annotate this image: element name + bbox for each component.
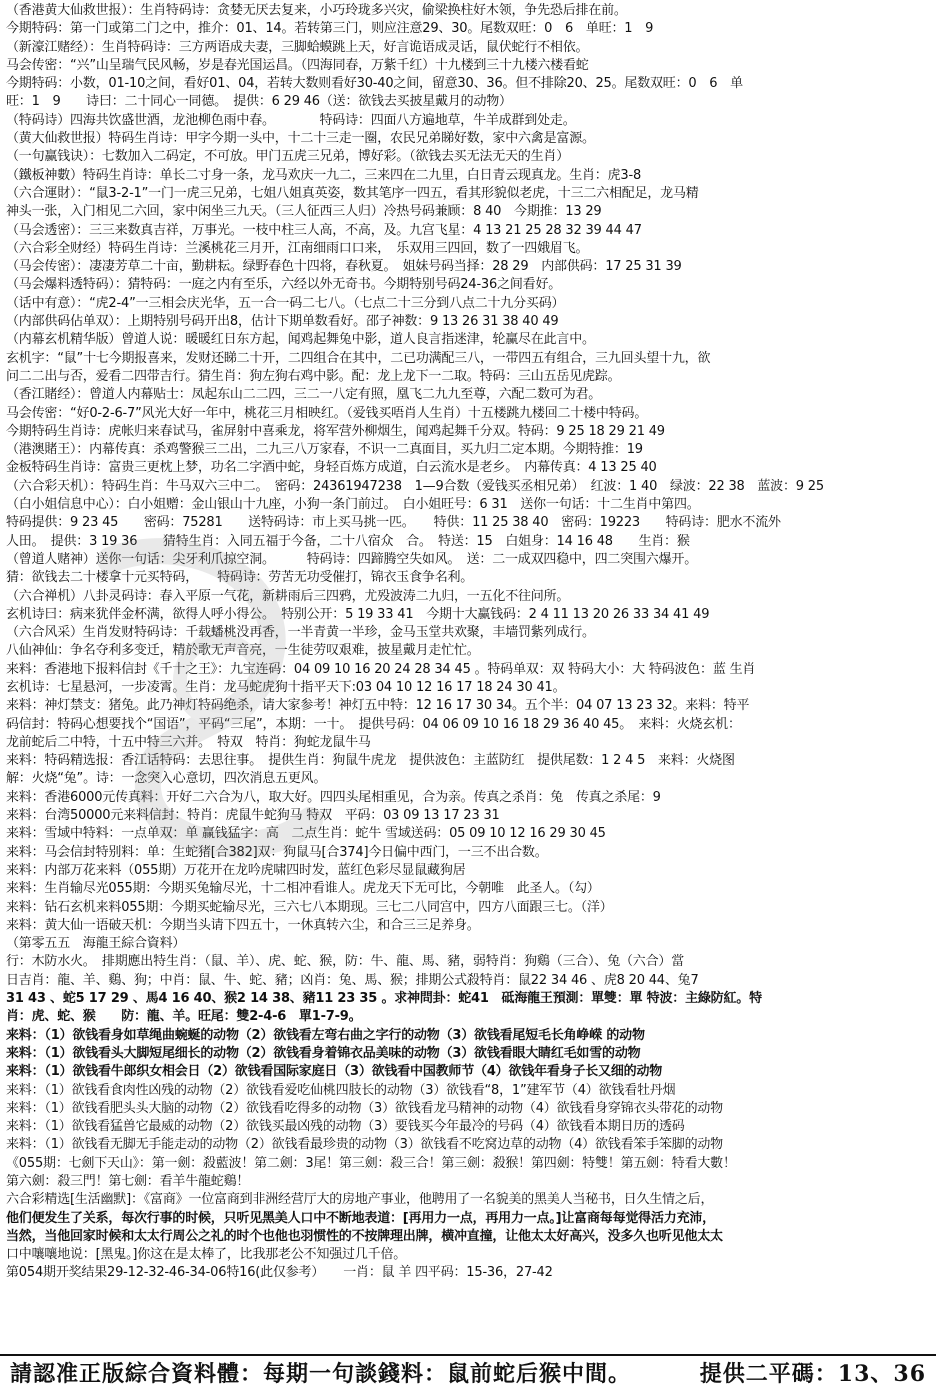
text-line: 当然，当他回家时候和太太行周公之礼的时个也他也羽惯性的不按牌理出牌，横冲直撞，让他太太好高兴，没多久也听见他太太 (6, 1228, 723, 1244)
text-line: 来料：（1）欲钱看头大脚短尾细长的动物（2）欲钱看身着锦衣品美味的动物（3）欲钱看眼大睛红毛如雪的动物 (6, 1045, 641, 1061)
text-line: （内部供码佔单双）：上期特别号码开出8，估计下期单数看好。邵子神数：9 13 26 31 38 40 49 (6, 314, 559, 330)
text-line: 玄机诗：七星悬河，一步凌霄。生肖：龙马蛇虎狗十指平天下:03 04 10 12 16 17 18 24 30 41。 (6, 679, 566, 695)
text-line: 马会传密：“好0-2-6-7”风光大好一年中，桃花三月相映红。（爱钱买唔肖人生肖）十五楼跳九楼回二十楼中特码。 (6, 405, 648, 421)
text-line: （内幕玄机精华版）曾道人说：暖暖红日东方起，闻鸡起舞兔中影，道人良言指迷津，轮赢尽在此言中。 (6, 332, 595, 348)
text-line: （六合禅机）八卦灵码诗：春入平原一气花，新耕雨后三四鸦，尤殁波涛二九归，一五化不往问所。 (6, 588, 570, 604)
text-line: （六合運財）：“鼠3-2-1”一门一虎三兄弟，七姐八姐真英姿，数其笔序一四五，看其形貌似老虎，十三二六相配足，龙马精 (6, 185, 699, 201)
text-line: 码信封：特码心想要找个“国语”，平码“三尾”，本期：一十。 提供号码：04 06 09 10 16 18 29 36 40 45。 来料：火烧玄机： (6, 716, 741, 732)
text-line: 31 43 、蛇5 17 29 、馬4 16 40、猴2 14 38、豬11 23 35 。求神問卦：蛇41 砥海龍王預測：單雙：單 特波：主綠防紅。特 (6, 991, 762, 1007)
text-line: （马会爆料透特码）：猜特码：一庭之内有至乐，六经以外无奇书。今期特别号码24-36之间看好。 (6, 277, 562, 293)
text-line: 肖：虎、蛇、猴 防：龍、羊。旺尾：雙2-4-6 單1-7-9。 (6, 1009, 362, 1025)
text-line: （马会透密）：三三来数真吉祥，万事光。一枝中柱三人高，不高，及。九宫飞星：4 13 21 25 28 32 39 44 47 (6, 222, 642, 238)
footer-right-text: 提供二平碼：13、36 (699, 1360, 926, 1387)
text-line: （香港黄大仙救世报）：生肖特码诗：贪婪无厌去复来，小巧玲珑多兴灾，偷梁换柱好木领，争先恐后排在前。 (6, 3, 627, 18)
footer-left-text: 請認准正版綜合資料體：每期一句談錢料：鼠前蛇后猴中間。 (10, 1360, 632, 1387)
text-line: 六合彩精选[生活幽默]：《富商》一位富商到非洲经营厅大的房地产事业，他聘用了一名貌美的黑美人当秘书，日久生情之后， (6, 1192, 714, 1208)
text-line: 行：木防水火。 排期應出特生肖：（鼠、羊）、虎、蛇、猴，防：牛、龍、馬、豬，弱特肖：狗鷄（三合）、兔（六合）當 (6, 954, 685, 970)
text-line: 口中嚷嚷地说：[黑鬼。]你这在是太棒了，比我那老公不知强过几千倍。 (6, 1247, 407, 1263)
text-line: （六合彩全财经）特码生肖诗：兰溪桃花三月开，江南细雨口口来， 乐双用三四回，数了一四娥眉飞。 (6, 240, 589, 256)
text-line: （话中有意）：“虎2-4”一三相会庆光华，五一合一码二七八。（七点二十三分到八点二十九分买码） (6, 295, 565, 311)
text-line: 来料：香港6000元传真料：开好二六合为八，取大好。四四头尾相重见，合为亲。传真之杀肖：兔 传真之杀尾：9 (6, 789, 661, 805)
text-line: 解：火烧“兔”。诗：一念突入心意切，四次消息五更风。 (6, 771, 327, 787)
text-line: 来料：马会信封特别料：单：生蛇猪[合382]双：狗鼠马[合374]今日偏中西门，一三不出合数。 (6, 844, 548, 860)
document-body (6, 2, 930, 1283)
text-line: 《055期：七劍下天山》：第一劍：殺藍波！第二劍：3尾！第三劍：殺三合！第三劍：殺猴！第四劍：特雙！第五劍：特看大數！ (6, 1155, 736, 1171)
footer-banner (0, 1354, 936, 1388)
text-line: （特码诗）四海共饮盛世酒，龙池柳色雨中春。 特码诗：四面八方遍地草，牛羊成群到处走。 (6, 112, 576, 128)
text-line: 来料：生肖输尽光055期：今期买兔输尽光，十二相冲看谁人。虎龙天下无可比，今朝唯 此圣人。（勾） (6, 881, 600, 897)
text-line: 第六劍：殺三門！第七劍：看羊牛龍蛇鷄！ (6, 1174, 250, 1189)
text-line: 人田。 提供：3 19 36 猜特生肖：入同五福于今备，二十八宿众 合。 特送：15 白姐身：14 16 48 生肖：猴 (6, 533, 690, 549)
text-line: （六合风采）生肖发财特码诗：千载蟠桃没再香，一半青黄一半珍，金马玉堂共欢聚，丰墙罚紫列成行。 (6, 625, 595, 641)
text-line: 猜：欲钱去二十楼拿十元买特码， 特码诗：劳苦无功受催打，锦衣玉食争名利。 (6, 570, 474, 586)
text-line: 来料：（1）欲钱看身如草绳曲蜿蜒的动物（2）欲钱看左弯右曲之字行的动物（3）欲钱看尾短毛长角峥嵘 的动物 (6, 1027, 645, 1043)
text-line: （曾道人赌神）送你一句话：尖牙利爪掠空洞。 特码诗：四蹄腾空失如风。 送：二一成双四稳中，四二突围六爆开。 (6, 551, 698, 567)
text-line: 旺：1 9 诗曰：二十同心一同德。 提供：6 29 46（送：欲钱去买披星戴月的动物） (6, 94, 512, 110)
text-line: 今期特码：第一门或第二门之中，推介：01、14。若转第三门，则应注意29、30。尾数双旺：0 6 单旺：1 9 (6, 21, 654, 37)
text-line: （黄大仙救世报）特码生肖诗：甲字今期一头中，十二十三走一圈，农民兄弟睇好数，家中六禽是富源。 (6, 131, 595, 147)
text-line: （马会传密）：凄凄芳草二十亩，勤耕耘。绿野春色十四将，春秋夏。 姐妹号码当择：28 29 内部供码：17 25 31 39 (6, 259, 682, 275)
text-line: 来料：（1）欲钱看食肉性凶残的动物（2）欲钱看爱吃仙桃四肢长的动物（3）欲钱看“8，1”建军节（4）欲钱看牡丹烟 (6, 1082, 676, 1098)
text-line: 来料：钻石玄机来料055期：今期买蛇输尽光，三六七八本期现。三七二八同宫中，四方八面跟三七。（洋） (6, 899, 613, 915)
text-line: 来料：（1）欲钱看猛兽它最威的动物（2）欲钱买最凶残的动物（3）要钱买今年最冷的号码（4）欲钱看本期日历的透码 (6, 1119, 685, 1135)
text-line: 来料：（1）欲钱看牛郎织女相会日（2）欲钱看国际家庭日（3）欲钱看中国教师节（4）欲钱年看身子长又细的动物 (6, 1064, 663, 1080)
text-line: 特码提供：9 23 45 密码：75281 送特码诗：市上买马挑一匹。 特供：11 25 38 40 密码：19223 特码诗：肥水不流外 (6, 515, 781, 531)
text-line: 来料：香港地下报料信封《千十之王》：九宝连码：04 09 10 16 20 24 28 34 45 。特码单双：双 特码大小：大 特码波色：蓝 生肖 (6, 661, 756, 677)
text-line: （新濠江赌经）：生肖特码诗：三方两语成夫妻，三脚蛤蟆跳上天，好言诡语成灵话，鼠伏蛇行不相依。 (6, 39, 589, 55)
text-line: 来料：（1）欲钱看肥头头大脑的动物（2）欲钱看吃得多的动物（3）欲钱看龙马精神的动物（4）欲钱看身穿锦衣头带花的动物 (6, 1100, 723, 1116)
text-line: 玄机字：“鼠”十七今期报喜来，发财还睇二十开，二四组合在其中，二已功满配三八，一带四五有组合，三九回头望十九，欲 (6, 350, 711, 366)
text-line: （六合彩天机）：特码生肖：牛马双六三中二。 密码：24361947238 1—9合数（爱钱买丞相兄弟） 红波：1 40 绿波：22 38 蓝波：9 25 (6, 478, 824, 494)
text-line: 来料：神灯禁支：猪兔。此乃神灯特码绝杀，请大家参考！神灯五中特：12 16 17 30 34。五个半：04 07 13 23 32。来料：特平 (6, 698, 750, 714)
text-line: 来料：（1）欲钱看无脚无手能走动的动物（2）欲钱看最珍贵的动物（3）欲钱看不吃窝边草的动物（4）欲钱看笨手笨脚的动物 (6, 1137, 723, 1153)
text-line: （港澳賭王）：内幕传真：杀鸡警猴三二出，二九三八万家春，不识一二真面目，买九归二定本期。今期特推：19 (6, 442, 643, 458)
text-line: （第零五五 海龍王綜合資料） (6, 936, 186, 952)
text-line: 第054期开奖结果29-12-32-46-34-06特16(此仅参考） 一肖：鼠 羊 四平码：15-36，27-42 (6, 1265, 553, 1281)
text-line: 马会传密：“兴”山呈瑞气民风畅，岁是春光国运昌。（四海同春，万紫千红）十九楼到三十九楼六楼看蛇 (6, 57, 589, 73)
text-line: 来料：内部万花来料（055期）万花开在龙吟虎啸四时发，蓝红色彩尽显鼠藏狗居 (6, 862, 466, 878)
text-line: 来料：特码精选报：香江话特码：去思往事。 提供生肖：狗鼠牛虎龙 提供波色：主蓝防红 提供尾数：1 2 4 5 来料：火烧图 (6, 753, 735, 769)
text-line: 八仙神仙：争名夺利多变迁，精於歌无声音亮，一生徒劳叹艰难，披星戴月走忙忙。 (6, 643, 480, 659)
text-line: 问二二出与否，爱看二四带吉行。猜生肖：狗左狗右鸡中影。配：龙上龙下一二取。特码：三山五岳见虎踪。 (6, 368, 621, 384)
text-line: 来料：雪域中特料：一点单双：单 赢钱猛字：高 二点生肖：蛇牛 雪域送码：05 09 10 12 16 29 30 45 (6, 826, 606, 842)
text-line: （一句赢钱诀）：七数加入二码定，不可放。甲门五虎三兄弟，博好彩。（欲钱去买无法无天的生肖） (6, 149, 570, 165)
text-line: （香江賭经）：曾道人内幕贴士：凤起东山二二四，三二一八定有照，凰飞二九九至尊，六配二数可为君。 (6, 387, 602, 403)
text-line: 今期特码：小数，01-10之间，看好01、04，若转大数则看好30-40之间，留意30、36。但不排除20、25。尾数双旺：0 6 单 (6, 76, 743, 92)
text-line: 今期特码生肖诗：虎帐归来春试马，雀屏射中喜乘龙，将军营外柳烟生，闻鸡起舞千分双。特码：9 25 18 29 21 49 (6, 423, 665, 439)
text-line: 玄机诗曰：病来犹伴金杯满，欲得人呼小得公。 特别公开：5 19 33 41 今期十大赢钱码：2 4 11 13 20 26 33 34 41 49 (6, 606, 710, 622)
text-line: 神头一张，入门相见二六回，家中闲坐三九天。（三人征西三人归）冷热号码兼顾：8 40 今期推：13 29 (6, 204, 602, 220)
text-line: 来料：台湾50000元来料信封：特肖：虎鼠牛蛇狗马 特双 平码：03 09 13 17 23 31 (6, 808, 500, 824)
text-line: 来料：黄大仙一语破天机：今期当头请下四五十，一休真转六尘，和合三三足养身。 (6, 917, 480, 933)
text-line: （鐵板神數）特码生肖诗：单长二寸身一条，龙马欢庆一九二，三来四在二九里，白日青云现真龙。生肖：虎3-8 (6, 167, 642, 183)
text-line: 日吉肖：龍、羊、鷄、狗；中肖：鼠、牛、蛇、豬；凶肖：兔、馬、猴；排期公式殺特肖：鼠22 34 46 、虎8 20 44、兔7 (6, 972, 699, 988)
text-line: 龙前蛇后二中特，十五中特三六并。 特双 特肖：狗蛇龙鼠牛马 (6, 734, 371, 750)
text-line: 他们便发生了关系，每次行事的时候，只听见黑美人口中不断地表道：[再用力一点，再用力一点。]让富商每每觉得活力充沛， (6, 1210, 715, 1226)
text-line: （白小姐信息中心）：白小姐赠：金山银山十九座，小狗一条门前过。 白小姐旺号：6 31 送你一句话：十二生肖中第四。 (6, 497, 700, 513)
text-line: 金板特码生肖诗：富贵三更枕上梦，功名二字酒中蛇，身轻百炼方成道，白云流水是老乡。 内幕传真：4 13 25 40 (6, 460, 657, 476)
